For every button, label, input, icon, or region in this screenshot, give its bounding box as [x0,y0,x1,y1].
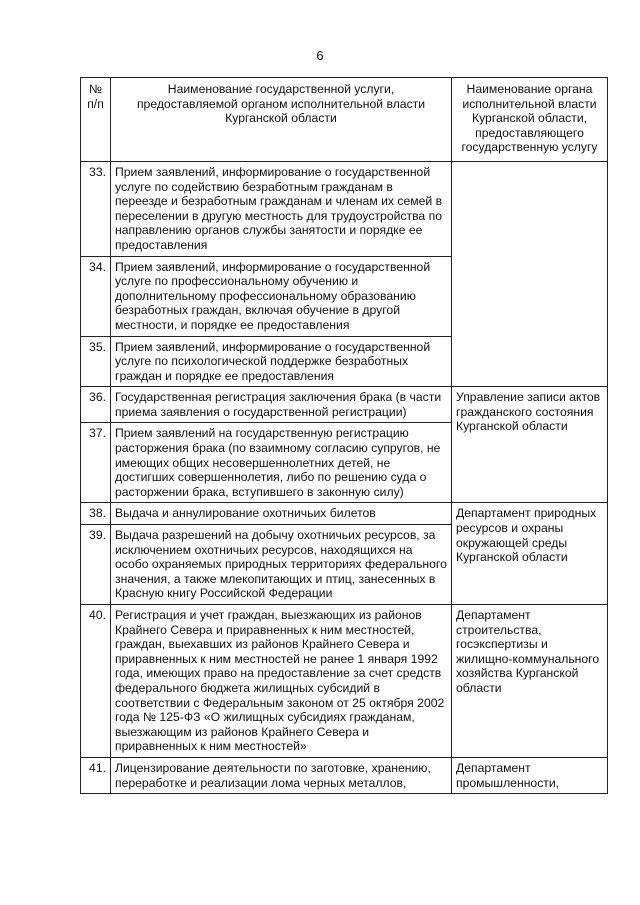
row-number: 37. [81,423,111,503]
row-number: 41. [81,757,111,793]
organ-name: Департамент природных ресурсов и охраны окружающей среды Курганской области [452,503,608,605]
header-service: Наименование государственной услуги, предоставляемой органом исполнительной власти Курганской области [111,78,452,162]
table-row [81,503,608,525]
organ-name [452,161,608,386]
header-num: № п/п [81,78,111,162]
table-row [81,757,608,793]
service-name: Выдача разрешений на добычу охотничьих ресурсов, за исключением охотничьих ресурсов, находящихся на особо охраняемых природных территориях федерального значения, а также млекопитающих и птиц, занесенных в Красную книгу Российской Федерации [111,525,452,605]
organ-name: Департамент промышленности, [452,757,608,793]
header-row [81,78,608,162]
service-name: Государственная регистрация заключения брака (в части приема заявления о государственной регистрации) [111,387,452,423]
row-number: 38. [81,503,111,525]
service-name: Прием заявлений на государственную регистрацию расторжения брака (по взаимному согласию супругов, не имеющих общих несовершеннолетних детей, не достигших совершеннолетия, либо по решению суда о расторжении брака, вступившего в законную силу) [111,423,452,503]
service-name: Прием заявлений, информирование о государственной услуге по профессиональному обучению и дополнительному профессиональному образованию безработных граждан, включая обучение в другой местности, и порядке ее предоставления [111,256,452,336]
page-number: 6 [316,48,324,63]
header-organ: Наименование органа исполнительной власти Курганской области, предоставляющего государственную услугу [452,78,608,162]
services-table [80,77,608,794]
row-number: 33. [81,161,111,256]
service-name: Прием заявлений, информирование о государственной услуге по психологической поддержке безработных граждан и порядке ее предоставления [111,336,452,387]
service-name: Прием заявлений, информирование о государственной услуге по содействию безработным гражданам в переезде и безработным гражданам и членам их семей в переселении в другую местность для трудоустройства по направлению органов службы занятости и порядке ее предоставления [111,161,452,256]
service-name: Выдача и аннулирование охотничьих билетов [111,503,452,525]
table-row [81,161,608,256]
row-number: 40. [81,605,111,758]
service-name: Регистрация и учет граждан, выезжающих из районов Крайнего Севера и приравненных к ним местностей, граждан, выехавших из районов Крайнего Севера и приравненных к ним местностей не ранее 1 января 1992 года, имеющих право на предоставление за счет средств федерального бюджета жилищных субсидий в соответствии с Федеральным законом от 25 октября 2002 года № 125-ФЗ «О жилищных субсидиях гражданам, выезжающим из районов Крайнего Севера и приравненных к ним местностей» [111,605,452,758]
organ-name: Департамент строительства, госэкспертизы и жилищно-коммунального хозяйства Курганской области [452,605,608,758]
service-name: Лицензирование деятельности по заготовке, хранению, переработке и реализации лома черных металлов, [111,757,452,793]
row-number: 35. [81,336,111,387]
row-number: 39. [81,525,111,605]
table-row [81,605,608,758]
row-number: 34. [81,256,111,336]
organ-name: Управление записи актов гражданского состояния Курганской области [452,387,608,503]
table-row [81,387,608,423]
row-number: 36. [81,387,111,423]
